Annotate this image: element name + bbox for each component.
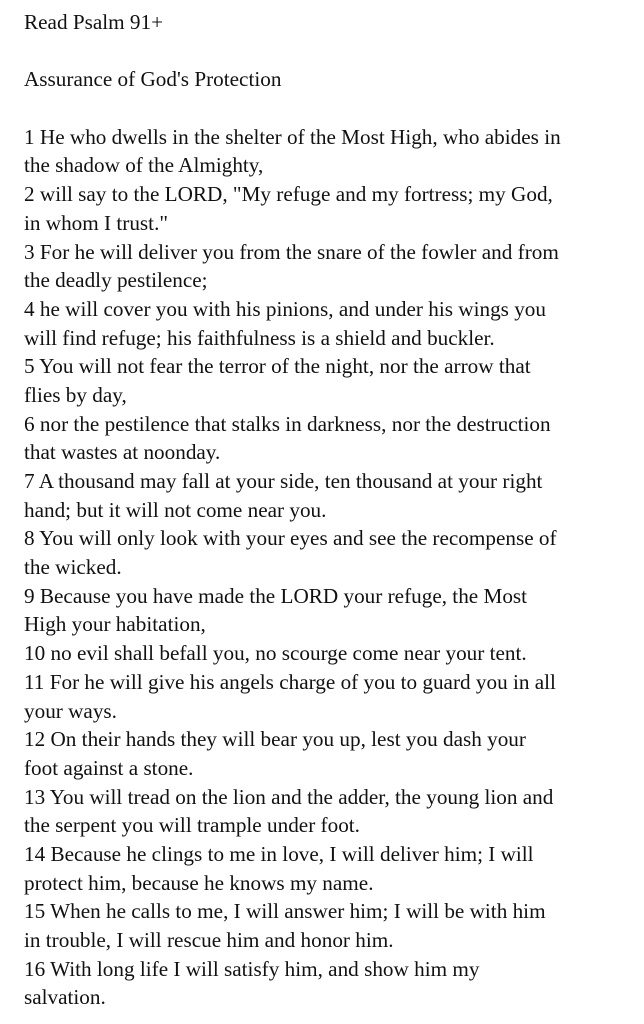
verse-14 [24, 840, 632, 897]
verse-6 [24, 410, 632, 467]
verse-line: the deadly pestilence; [24, 268, 208, 293]
verse-line: 2 will say to the LORD, "My refuge and my fortress; my God, [24, 182, 553, 207]
verse-3 [24, 238, 632, 295]
verse-line: that wastes at noonday. [24, 440, 221, 465]
verse-2 [24, 180, 632, 237]
verse-line: foot against a stone. [24, 755, 194, 780]
verse-line: 15 When he calls to me, I will answer him; I will be with him [24, 899, 546, 924]
verse-list [24, 123, 632, 1012]
verse-line: 3 For he will deliver you from the snare of the fowler and from [24, 239, 559, 264]
verse-line: flies by day, [24, 382, 127, 407]
verse-line: 11 For he will give his angels charge of you to guard you in all [24, 669, 556, 694]
verse-line: 14 Because he clings to me in love, I will deliver him; I will [24, 841, 534, 866]
verse-line: 1 He who dwells in the shelter of the Most High, who abides in [24, 124, 561, 149]
verse-5 [24, 352, 632, 409]
verse-line: 16 With long life I will satisfy him, and show him my [24, 956, 480, 981]
verse-line: 12 On their hands they will bear you up, lest you dash your [24, 727, 526, 752]
verse-line: hand; but it will not come near you. [24, 497, 327, 522]
verse-line: High your habitation, [24, 612, 206, 637]
verse-10 [24, 639, 632, 668]
verse-line: will find refuge; his faithfulness is a shield and buckler. [24, 325, 495, 350]
verse-line: your ways. [24, 698, 117, 723]
verse-16 [24, 955, 632, 1012]
document-header: Read Psalm 91+ [24, 10, 164, 34]
verse-12 [24, 725, 632, 782]
verse-line: 13 You will tread on the lion and the adder, the young lion and [24, 784, 554, 809]
verse-line: protect him, because he knows my name. [24, 870, 374, 895]
verse-7 [24, 467, 632, 524]
verse-line: 5 You will not fear the terror of the night, nor the arrow that [24, 354, 531, 379]
verse-line: 9 Because you have made the LORD your refuge, the Most [24, 583, 528, 608]
verse-line: the serpent you will trample under foot. [24, 813, 360, 838]
verse-1 [24, 123, 632, 180]
verse-line: the wicked. [24, 555, 122, 580]
spacer [24, 94, 632, 123]
spacer [24, 37, 632, 66]
verse-8 [24, 524, 632, 581]
verse-line: 7 A thousand may fall at your side, ten thousand at your right [24, 469, 543, 493]
verse-line: in whom I trust." [24, 210, 169, 235]
verse-line: 10 no evil shall befall you, no scourge come near your tent. [24, 641, 527, 666]
verse-line: 6 nor the pestilence that stalks in darkness, nor the destruction [24, 411, 551, 436]
verse-13 [24, 783, 632, 840]
verse-line: in trouble, I will rescue him and honor him. [24, 928, 394, 952]
verse-11 [24, 668, 632, 725]
verse-15 [24, 897, 632, 954]
verse-line: salvation. [24, 985, 106, 1010]
document-title: Assurance of God's Protection [24, 67, 282, 92]
verse-line: 8 You will only look with your eyes and see the recompense of [24, 526, 557, 551]
verse-9 [24, 582, 632, 639]
verse-4 [24, 295, 632, 352]
verse-line: the shadow of the Almighty, [24, 153, 264, 178]
verse-line: 4 he will cover you with his pinions, and under his wings you [24, 296, 546, 321]
